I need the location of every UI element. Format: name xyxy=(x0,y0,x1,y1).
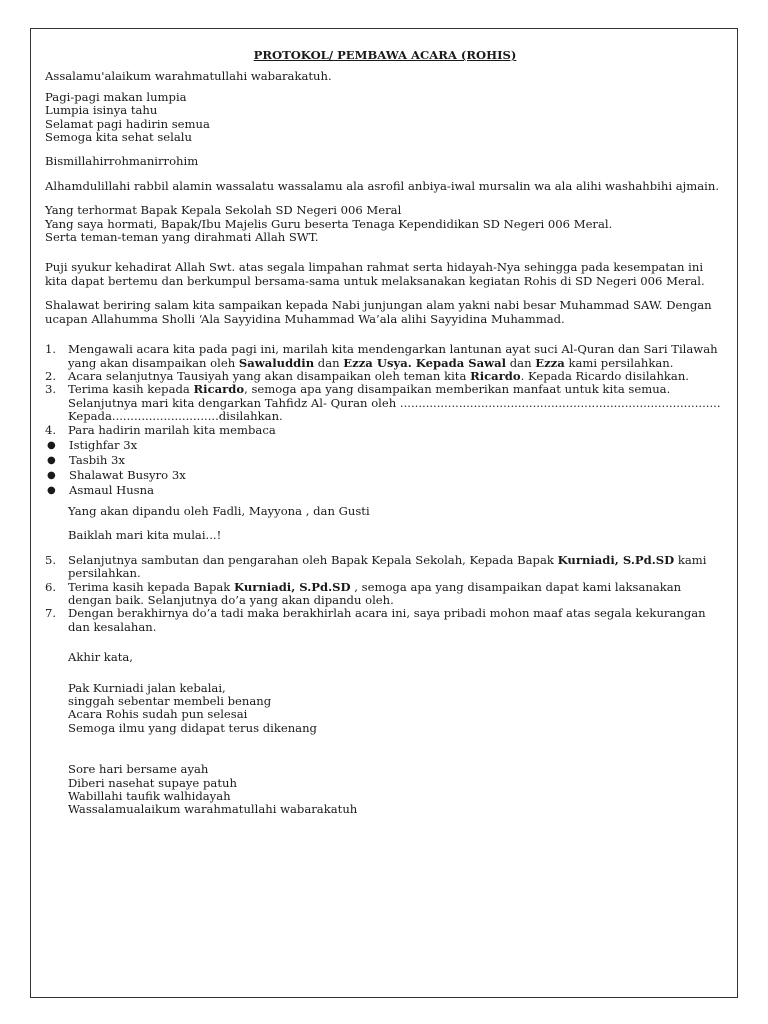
item-text: . Kepada Ricardo disilahkan. xyxy=(520,368,689,383)
list-number: 4. xyxy=(45,422,57,437)
list-number: 1. xyxy=(45,342,57,357)
item-text: Para hadirin marilah kita membaca xyxy=(68,422,276,437)
list-number: 3. xyxy=(45,382,57,397)
list-number: 5. xyxy=(45,552,57,567)
list-item xyxy=(45,370,725,383)
item-text: kami persilahkan. xyxy=(564,355,674,370)
alhamdulillah: Alhamdulillahi rabbil alamin wassalatu wassalamu ala asrofil anbiya-iwal mursalin wa ala alihi washahbihi ajmain. xyxy=(45,178,720,193)
list-item xyxy=(45,424,725,437)
list-number: 6. xyxy=(45,579,57,594)
document-title: PROTOKOL/ PEMBAWA ACARA (ROHIS) xyxy=(253,48,517,62)
pantun-line: Semoga kita sehat selalu xyxy=(45,130,192,145)
pantun-closing xyxy=(45,682,725,736)
greeting: Assalamu'alaikum warahmatullahi wabarakatuh. xyxy=(45,69,332,84)
item-bold-name: Ezza xyxy=(535,355,565,370)
bullet-icon: ● xyxy=(47,439,56,451)
item-bold-name: Ezza Usya. Kepada Sawal xyxy=(343,355,507,370)
honorific-line: Serta teman-teman yang dirahmati Allah SWT. xyxy=(45,230,319,245)
bismillah: Bismillahirrohmanirrohim xyxy=(45,154,199,169)
item-line: Kepada.............................disilahkan. xyxy=(68,409,283,424)
bullet-item xyxy=(45,453,725,468)
bullet-text: Asmaul Husna xyxy=(69,482,154,497)
item-text: , semoga apa yang disampaikan memberikan manfaat untuk kita semua. xyxy=(244,382,671,397)
akhir-kata: Akhir kata, xyxy=(68,650,133,665)
bullet-icon: ● xyxy=(47,484,56,496)
shalawat-paragraph: Shalawat beriring salam kita sampaikan kepada Nabi junjungan alam yakni nabi besar Muhammad SAW. Dengan ucapan Allahumma Sholli ‘Ala Sayyidina Muhammad Wa’ala alihi Sayyidina Muhammad. xyxy=(45,298,712,326)
honorific-line: Yang terhormat Bapak Kepala Sekolah SD Negeri 006 Meral xyxy=(45,203,402,218)
puji-syukur-paragraph: Puji syukur kehadirat Allah Swt. atas segala limpahan rahmat serta hidayah-Nya sehingga pada kesempatan ini kita dapat bertemu dan berkumpul bersama-sama untuk melaksanakan kegiatan Rohis di SD Negeri 006 Meral. xyxy=(45,260,705,288)
item-bold-name: Kurniadi, S.Pd.SD xyxy=(557,552,675,567)
item-bold-name: Kurniadi, S.Pd.SD xyxy=(234,579,351,594)
bullet-text: Tasbih 3x xyxy=(69,452,125,467)
baiklah-text: Baiklah mari kita mulai...! xyxy=(68,528,222,543)
item-text: Acara selanjutnya Tausiyah yang akan disampaikan oleh teman kita xyxy=(68,368,471,383)
list-number: 2. xyxy=(45,368,57,383)
dipandu-text: Yang akan dipandu oleh Fadli, Mayyona , dan Gusti xyxy=(68,503,370,518)
bullet-item xyxy=(45,438,725,453)
item-text: Dengan berakhirnya do’a tadi maka berakhirlah acara ini, saya pribadi mohon maaf atas segala kekurangan dan kesalahan. xyxy=(68,606,706,634)
item-text: dan xyxy=(314,355,344,370)
pantun-farewell xyxy=(45,763,725,817)
honorific-line: Yang saya hormati, Bapak/Ibu Majelis Guru beserta Tenaga Kependidikan SD Negeri 006 Meral. xyxy=(45,216,613,231)
list-item xyxy=(45,383,725,423)
list-item xyxy=(45,581,725,608)
pantun-line: Semoga ilmu yang didapat terus dikenang xyxy=(68,720,317,735)
item-text: Terima kasih kepada Bapak xyxy=(68,579,234,594)
bullet-text: Istighfar 3x xyxy=(69,437,138,452)
pantun-line: Acara Rohis sudah pun selesai xyxy=(68,707,248,722)
list-item xyxy=(45,554,725,581)
bullet-icon: ● xyxy=(47,469,56,481)
item-line: Selanjutnya mari kita dengarkan Tahfidz Al- Quran oleh ....................................................................................... xyxy=(68,395,721,410)
document-page xyxy=(30,28,738,998)
item-text: , semoga apa yang disampaikan dapat kami laksanakan dengan baik. Selanjutnya do’a yang akan dipandu oleh. xyxy=(68,579,682,607)
bullet-item xyxy=(45,468,725,483)
pantun-line: Diberi nasehat supaye patuh xyxy=(68,775,237,790)
bullet-list xyxy=(45,438,725,498)
agenda-list xyxy=(45,343,725,634)
list-item xyxy=(45,343,725,370)
item-text: kami persilahkan. xyxy=(68,552,707,581)
bullet-text: Shalawat Busyro 3x xyxy=(69,467,186,482)
pantun-line: Wabillahi taufik walhidayah xyxy=(68,789,231,804)
bullet-item xyxy=(45,483,725,498)
item-bold-name: Ricardo xyxy=(193,382,245,397)
honorifics xyxy=(45,204,725,244)
pantun-line: singgah sebentar membeli benang xyxy=(68,694,272,708)
bullet-icon: ● xyxy=(47,454,56,466)
pantun-line: Wassalamualaikum warahmatullahi wabarakatuh xyxy=(68,802,358,817)
item-text: Mengawali acara kita pada pagi ini, marilah kita mendengarkan lantunan ayat suci Al-Quran dan Sari Tilawah yang akan disampaikan oleh xyxy=(68,342,718,370)
item-text: Selanjutnya sambutan dan pengarahan oleh Bapak Kepala Sekolah, Kepada Bapak xyxy=(68,552,558,567)
item-bold-name: Sawaluddin xyxy=(238,355,315,370)
pantun-line: Lumpia isinya tahu xyxy=(45,103,158,118)
list-number: 7. xyxy=(45,606,57,621)
pantun-line: Pagi-pagi makan lumpia xyxy=(45,89,187,104)
document-content xyxy=(45,49,725,817)
pantun-line: Pak Kurniadi jalan kebalai, xyxy=(68,680,226,695)
item-text: Terima kasih kepada xyxy=(68,382,194,397)
item-text: dan xyxy=(506,355,536,370)
pantun-line: Sore hari bersame ayah xyxy=(68,762,209,777)
pantun-opening xyxy=(45,91,725,145)
item-bold-name: Ricardo xyxy=(470,368,521,383)
list-item xyxy=(45,607,725,634)
pantun-line: Selamat pagi hadirin semua xyxy=(45,116,210,131)
